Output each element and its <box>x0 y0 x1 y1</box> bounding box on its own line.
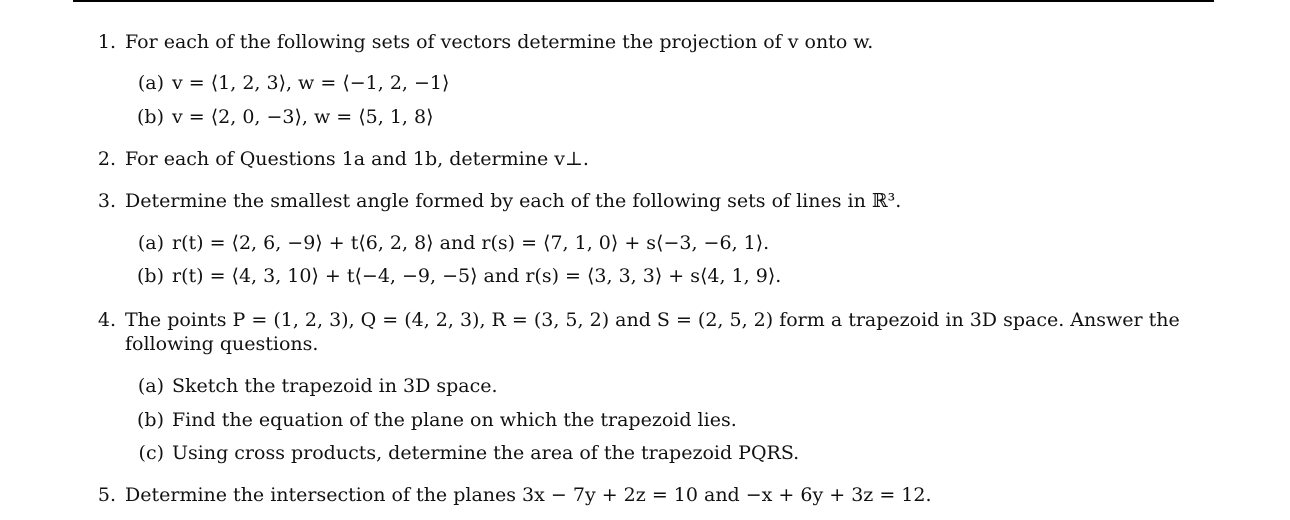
problem-number: 1. <box>97 31 116 53</box>
part-label: (b) <box>137 265 164 287</box>
problem-text: The points P = (1, 2, 3), Q = (4, 2, 3), R = (3, 5, 2) and S = (2, 5, 2) form a trapezoid in 3D space. Answer the following questions. <box>125 309 1180 355</box>
part-text: Sketch the trapezoid in 3D space. <box>172 375 498 397</box>
part-text: v = ⟨1, 2, 3⟩, w = ⟨−1, 2, −1⟩ <box>172 72 450 94</box>
problem-number: 2. <box>97 148 116 170</box>
part-label: (a) <box>137 72 164 94</box>
part-text: Find the equation of the plane on which the trapezoid lies. <box>172 409 737 431</box>
part-label: (a) <box>137 232 164 254</box>
problem-number: 3. <box>97 190 116 212</box>
top-rule <box>73 0 1214 2</box>
problem-text: For each of Questions 1a and 1b, determine v⊥. <box>125 148 589 170</box>
part-text: v = ⟨2, 0, −3⟩, w = ⟨5, 1, 8⟩ <box>172 106 434 128</box>
part-label: (b) <box>137 106 164 128</box>
problem-text: For each of the following sets of vectors determine the projection of v onto w. <box>125 31 874 53</box>
part-text: r(t) = ⟨2, 6, −9⟩ + t⟨6, 2, 8⟩ and r(s) = ⟨7, 1, 0⟩ + s⟨−3, −6, 1⟩. <box>172 232 770 254</box>
problem-number: 4. <box>97 309 116 331</box>
problem-number: 5. <box>97 484 116 506</box>
part-label: (b) <box>137 409 164 431</box>
part-label: (c) <box>138 442 164 464</box>
part-text: r(t) = ⟨4, 3, 10⟩ + t⟨−4, −9, −5⟩ and r(s) = ⟨3, 3, 3⟩ + s⟨4, 1, 9⟩. <box>172 265 782 287</box>
problem-text: Determine the intersection of the planes 3x − 7y + 2z = 10 and −x + 6y + 3z = 12. <box>125 484 932 506</box>
part-label: (a) <box>137 375 164 397</box>
part-text: Using cross products, determine the area of the trapezoid PQRS. <box>172 442 800 464</box>
problem-text: Determine the smallest angle formed by each of the following sets of lines in ℝ³. <box>125 190 902 212</box>
